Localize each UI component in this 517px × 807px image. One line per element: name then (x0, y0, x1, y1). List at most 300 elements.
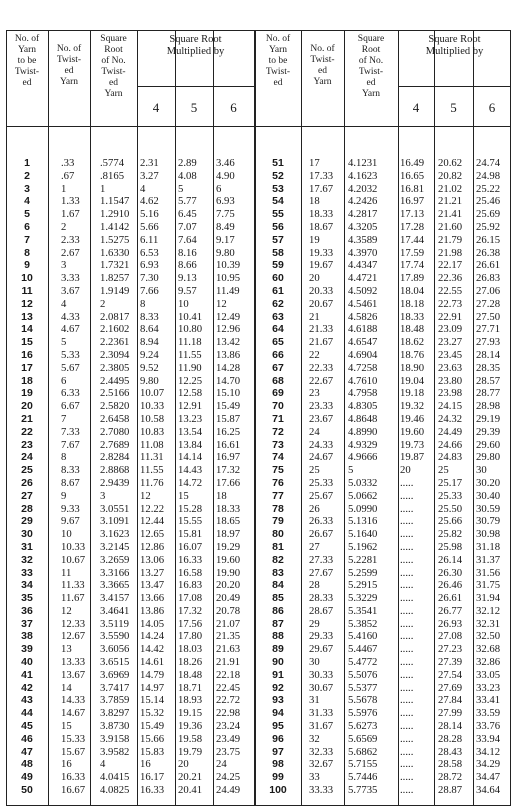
table-cell: 22.55 (438, 284, 463, 297)
table-cell: 26.61 (476, 259, 501, 272)
table-cell: 20 (400, 464, 411, 477)
table-cell: 14 (21, 323, 33, 336)
table-cell: 6 (24, 220, 30, 233)
table-cell: 24.67 (309, 451, 334, 464)
table-cell: 27.67 (309, 566, 334, 579)
table-cell: 22.45 (216, 681, 241, 694)
table-cell: 20.20 (216, 579, 241, 592)
table-cell: 31.33 (309, 707, 334, 720)
table-cell: 8.33 (61, 464, 80, 477)
table-cell: 18.26 (178, 656, 203, 669)
table-cell: 19.58 (178, 732, 203, 745)
table-cell: 86 (272, 604, 284, 617)
table-cell: 14.14 (178, 451, 203, 464)
table-cell: ..... (400, 502, 414, 515)
table-cell: 11.76 (140, 476, 164, 489)
table-cell: 61 (272, 284, 284, 297)
table-cell: 38 (21, 630, 33, 643)
table-cell: 4 (140, 182, 146, 195)
table-cell: 14.72 (178, 476, 203, 489)
table-cell: 1.6330 (100, 246, 130, 259)
table-cell: 30.40 (476, 489, 501, 502)
table-cell: 21.98 (438, 246, 463, 259)
table-cell: 24.83 (438, 451, 463, 464)
table-cell: 24.66 (438, 438, 463, 451)
table-cell: 52 (272, 169, 284, 182)
table-cell: 27.06 (476, 284, 501, 297)
table-cell: 99 (272, 771, 284, 784)
table-cell: 5.33 (61, 348, 80, 361)
table-cell: 12.86 (140, 540, 165, 553)
table-cell: 4 (24, 195, 30, 208)
table-cell: 5.7155 (348, 758, 378, 771)
table-cell: 19.73 (400, 438, 425, 451)
table-cell: 11.33 (61, 579, 85, 592)
table-cell: 23.49 (216, 732, 241, 745)
table-cell: 78 (272, 502, 284, 515)
column-rule (175, 30, 176, 806)
table-cell: 2.4495 (100, 374, 130, 387)
table-cell: 31.18 (476, 540, 501, 553)
multiplier-header-rule (398, 86, 511, 87)
table-cell: 84 (272, 579, 284, 592)
table-cell: 9.17 (216, 233, 235, 246)
table-cell: 19.46 (400, 412, 425, 425)
table-cell: 26.30 (438, 566, 463, 579)
table-cell: 3.6056 (100, 643, 130, 656)
header-multiplier-6: 6 (488, 100, 496, 115)
table-cell: 24.15 (438, 400, 463, 413)
table-cell: 6.53 (140, 246, 159, 259)
table-cell: 15.83 (140, 745, 165, 758)
table-cell: 24 (216, 758, 227, 771)
table-cell: 20.78 (216, 604, 241, 617)
table-cell: 5.7735 (348, 784, 378, 797)
table-cell: 18.67 (309, 220, 334, 233)
table-cell: 33.33 (309, 784, 334, 797)
table-cell: 21.60 (438, 220, 463, 233)
table-cell: 4 (61, 297, 67, 310)
table-cell: 4.3589 (348, 233, 378, 246)
table-cell: 12.49 (216, 310, 241, 323)
table-cell: 29.67 (309, 643, 334, 656)
table-cell: 20.82 (438, 169, 463, 182)
table-cell: 30.20 (476, 476, 501, 489)
table-cell: 20.67 (309, 297, 334, 310)
table-cell: 4.2817 (348, 208, 378, 221)
table-cell: 18.97 (216, 528, 241, 541)
table-cell: 5.3852 (348, 617, 378, 630)
table-cell: 9 (61, 489, 67, 502)
table-cell: 15.28 (178, 502, 203, 515)
table-cell: 3.4157 (100, 592, 130, 605)
table-cell: 83 (272, 566, 284, 579)
table-cell: 18.90 (400, 361, 425, 374)
table-cell: 10.80 (178, 323, 203, 336)
table-cell: 27.84 (438, 694, 463, 707)
table-cell: 2.3094 (100, 348, 130, 361)
table-cell: 18.03 (178, 643, 203, 656)
table-cell: 23.80 (438, 374, 463, 387)
table-cell: 23.27 (438, 336, 463, 349)
table-cell: 10.83 (140, 425, 165, 438)
table-cell: 19.33 (309, 246, 334, 259)
table-cell: 87 (272, 617, 284, 630)
table-cell: 69 (272, 387, 284, 400)
column-rule (398, 30, 399, 806)
table-cell: 31.56 (476, 566, 501, 579)
table-cell: 5.5076 (348, 668, 378, 681)
table-cell: 29 (309, 617, 320, 630)
table-cell: 25 (438, 464, 449, 477)
table-cell: 13.47 (140, 579, 165, 592)
table-cell: 6 (216, 182, 222, 195)
table-cell: 19.67 (309, 259, 334, 272)
table-cell: ..... (400, 489, 414, 502)
table-cell: 1 (24, 157, 30, 169)
table-cell: 33.59 (476, 707, 501, 720)
table-cell: 25 (309, 464, 320, 477)
table-cell: 4.2032 (348, 182, 378, 195)
table-cell: 33.05 (476, 668, 501, 681)
table-cell: 91 (272, 668, 284, 681)
table-cell: 16.33 (140, 784, 165, 797)
table-cell: 27 (309, 540, 320, 553)
table-cell: ..... (400, 553, 414, 566)
table-cell: 18.65 (216, 515, 241, 528)
table-cell: 16.83 (178, 579, 203, 592)
header-multiplier-5: 5 (450, 100, 457, 115)
table-cell: 16 (61, 758, 72, 771)
table-cell: 10.07 (140, 387, 165, 400)
table-cell: 100 (269, 784, 287, 797)
table-cell: 17.13 (400, 208, 425, 221)
table-cell: 2.5820 (100, 400, 130, 413)
table-cell: 3 (100, 489, 106, 502)
table-cell: 6.93 (216, 195, 235, 208)
table-cell: 27.08 (438, 630, 463, 643)
table-cell: 21.35 (216, 630, 241, 643)
table-cell: 11.55 (140, 464, 164, 477)
table-cell: 15.14 (140, 694, 165, 707)
table-cell: 28.57 (476, 374, 501, 387)
column-rule (344, 30, 345, 806)
table-border-top (6, 30, 511, 31)
table-cell: 67 (272, 361, 284, 374)
table-cell: 17.56 (178, 617, 203, 630)
table-cell: 5.67 (61, 361, 80, 374)
table-cell: 82 (272, 553, 284, 566)
table-cell: 15.87 (216, 412, 241, 425)
table-cell: 4.33 (61, 310, 80, 323)
table-cell: 25.33 (309, 476, 334, 489)
table-cell: 12.96 (216, 323, 241, 336)
table-cell: 29.39 (476, 425, 501, 438)
table-cell: 28.43 (438, 745, 463, 758)
table-cell: 23 (309, 387, 320, 400)
table-cell: 27.93 (476, 336, 501, 349)
table-cell: 22.36 (438, 272, 463, 285)
table-cell: 14.05 (140, 617, 165, 630)
table-cell: ..... (400, 540, 414, 553)
table-cell: 25.46 (476, 195, 501, 208)
table-cell: ..... (400, 566, 414, 579)
table-cell: 28 (21, 502, 33, 515)
table-cell: 70 (272, 400, 284, 413)
table-cell: ..... (400, 732, 414, 745)
table-cell: 92 (272, 681, 284, 694)
table-cell: 56 (272, 220, 284, 233)
column-times-5 (178, 157, 213, 797)
table-cell: 13.66 (140, 592, 165, 605)
table-cell: 30.79 (476, 515, 501, 528)
table-cell: 2.89 (178, 157, 197, 169)
header-yarn-to-be-twisted: No. of Yarn to be Twist- ed (14, 34, 40, 88)
table-cell: 25.50 (438, 502, 463, 515)
table-cell: 15 (21, 336, 33, 349)
table-cell: 90 (272, 656, 284, 669)
table-cell: 2.1602 (100, 323, 130, 336)
table-cell: 3.1623 (100, 528, 130, 541)
table-cell: 12.25 (178, 374, 203, 387)
table-cell: 15.49 (216, 400, 241, 413)
table-cell: 9.57 (178, 284, 197, 297)
table-cell: 49 (21, 771, 33, 784)
table-cell: 13.42 (216, 336, 241, 349)
table-cell: 24.25 (216, 771, 241, 784)
table-cell: 24 (309, 425, 320, 438)
table-cell: 22.73 (438, 297, 463, 310)
table-cell: 31.94 (476, 592, 501, 605)
table-cell: 30.67 (309, 681, 334, 694)
table-cell: 4.7610 (348, 374, 378, 387)
table-cell: 13.23 (178, 412, 203, 425)
table-cell: 10.33 (140, 400, 165, 413)
column-twisted-yarn (309, 157, 344, 797)
table-cell: 17.59 (400, 246, 425, 259)
table-cell: 7.33 (61, 425, 80, 438)
table-cell: 3.1091 (100, 515, 130, 528)
table-cell: 13.67 (61, 668, 86, 681)
table-cell: 16 (21, 348, 33, 361)
table-cell: 15.81 (178, 528, 203, 541)
table-cell: 11 (61, 566, 72, 579)
table-cell: 26.61 (438, 592, 463, 605)
table-cell: 1.7321 (100, 259, 130, 272)
table-cell: 4.3970 (348, 246, 378, 259)
table-cell: 18.62 (400, 336, 425, 349)
table-cell: 21.02 (438, 182, 463, 195)
table-cell: 12.65 (140, 528, 165, 541)
table-cell: 28 (309, 579, 320, 592)
table-cell: 89 (272, 643, 284, 656)
table-cell: 3.8297 (100, 707, 130, 720)
table-cell: 5.1316 (348, 515, 378, 528)
table-cell: 10.41 (178, 310, 203, 323)
table-cell: ..... (400, 668, 414, 681)
header-square-root: Square Root of No. Twist- ed Yarn (100, 34, 127, 99)
table-cell: 22.18 (216, 668, 241, 681)
table-cell: 3 (61, 259, 67, 272)
table-cell: 25.67 (309, 489, 334, 502)
table-cell: 25.82 (438, 528, 463, 541)
table-cell: 13.27 (140, 566, 165, 579)
table-cell: 23.45 (438, 348, 463, 361)
table-cell: 22.67 (309, 374, 334, 387)
table-cell: 50 (21, 784, 33, 797)
table-cell: 8.94 (140, 336, 159, 349)
table-cell: 29.33 (309, 630, 334, 643)
table-cell: 75 (272, 464, 284, 477)
table-cell: 4.8305 (348, 400, 378, 413)
table-cell: 6.67 (61, 400, 80, 413)
table-cell: 11.55 (178, 348, 202, 361)
table-cell: .67 (61, 169, 75, 182)
table-cell: 27 (21, 489, 33, 502)
table-cell: 17.28 (400, 220, 425, 233)
table-cell: 20.41 (178, 784, 203, 797)
table-cell: 64 (272, 323, 284, 336)
table-cell: 96 (272, 732, 284, 745)
table-cell: 12 (140, 489, 151, 502)
table-cell: 93 (272, 694, 284, 707)
table-cell: 8.64 (140, 323, 159, 336)
table-cell: ..... (400, 771, 414, 784)
column-rule (213, 30, 214, 806)
table-cell: 14.70 (216, 374, 241, 387)
table-cell: 1.9149 (100, 284, 130, 297)
table-cell: 18.93 (178, 694, 203, 707)
table-cell: 22 (309, 348, 320, 361)
table-cell: 19.79 (178, 745, 203, 758)
table-cell: 3.7859 (100, 694, 130, 707)
table-cell: 4.2426 (348, 195, 378, 208)
table-cell: ..... (400, 720, 414, 733)
table-cell: 21.63 (216, 643, 241, 656)
table-cell: ..... (400, 694, 414, 707)
table-cell: 5.2599 (348, 566, 378, 579)
table-cell: 16.17 (140, 771, 165, 784)
table-cell: 26.46 (438, 579, 463, 592)
table-cell: ..... (400, 528, 414, 541)
column-times-4 (140, 157, 175, 797)
table-cell: 14.61 (140, 656, 165, 669)
table-cell: 28.72 (438, 771, 463, 784)
table-cell: 25.92 (476, 220, 501, 233)
table-cell: 13.84 (178, 438, 203, 451)
table-cell: 18 (216, 489, 227, 502)
table-cell: 5.2281 (348, 553, 378, 566)
table-cell: 7.07 (178, 220, 197, 233)
table-cell: 10.39 (216, 259, 241, 272)
table-cell: 31.37 (476, 553, 501, 566)
column-times-6 (216, 157, 254, 797)
table-cell: 24.33 (309, 438, 334, 451)
table-cell: 21.41 (438, 208, 463, 221)
table-cell: 13.86 (140, 604, 165, 617)
table-cell: 6.93 (140, 259, 159, 272)
table-cell: 20.62 (438, 157, 463, 169)
table-cell: 34.29 (476, 758, 501, 771)
table-cell: 3.27 (140, 169, 159, 182)
table-cell: 7 (61, 412, 67, 425)
table-cell: 9 (24, 259, 30, 272)
table-cell: .8165 (100, 169, 125, 182)
column-yarn-to-be-twisted (8, 157, 46, 797)
table-cell: 5.6273 (348, 720, 378, 733)
header-multiplier-6: 6 (230, 100, 237, 115)
table-cell: 2.5166 (100, 387, 130, 400)
table-cell: 4.62 (140, 195, 159, 208)
table-cell: 5.4467 (348, 643, 378, 656)
table-cell: 4.8648 (348, 412, 378, 425)
table-cell: 8 (24, 246, 30, 259)
table-cell: 14.33 (61, 694, 86, 707)
table-cell: 3.2145 (100, 540, 130, 553)
table-cell: 32.67 (309, 758, 334, 771)
table-cell: 4.5092 (348, 284, 378, 297)
table-cell: 18.33 (400, 310, 425, 323)
table-cell: 21.07 (216, 617, 241, 630)
table-cell: 16.33 (61, 771, 86, 784)
table-cell: 30 (21, 528, 33, 541)
table-cell: 25.69 (476, 208, 501, 221)
table-cell: 5.1640 (348, 528, 378, 541)
table-cell: 6 (61, 374, 67, 387)
table-cell: 27.69 (438, 681, 463, 694)
table-cell: 28.28 (438, 732, 463, 745)
table-cell: 18.33 (216, 502, 241, 515)
table-cell: 10 (21, 272, 33, 285)
table-cell: 12 (61, 604, 72, 617)
table-cell: 5 (348, 464, 354, 477)
table-cell: 3.9582 (100, 745, 130, 758)
table-cell: 21 (21, 412, 33, 425)
column-rule (48, 30, 49, 806)
table-cell: 5.7446 (348, 771, 378, 784)
table-cell: ..... (400, 745, 414, 758)
table-cell: 17.33 (309, 169, 334, 182)
table-cell: ..... (400, 758, 414, 771)
table-cell: 35 (21, 592, 33, 605)
table-cell: 5 (24, 208, 30, 221)
table-cell: 30.59 (476, 502, 501, 515)
table-border-left (6, 30, 7, 806)
table-cell: 2.3805 (100, 361, 130, 374)
table-cell: 12.33 (61, 617, 86, 630)
table-cell: 20.49 (216, 592, 241, 605)
table-cell: 39 (21, 643, 33, 656)
table-cell: 4.5461 (348, 297, 378, 310)
table-cell: 27.54 (438, 668, 463, 681)
table-cell: 19.60 (400, 425, 425, 438)
table-cell: 3.3166 (100, 566, 130, 579)
table-cell: 22.33 (309, 361, 334, 374)
table-cell: 26.67 (309, 528, 334, 541)
table-cell: 42 (21, 681, 33, 694)
table-cell: 11.18 (178, 336, 202, 349)
table-cell: ..... (400, 784, 414, 797)
table-cell: 24.74 (476, 157, 501, 169)
table-cell: 10.58 (140, 412, 165, 425)
table-cell: 54 (272, 195, 284, 208)
table-cell: .33 (61, 157, 75, 169)
table-cell: 30.98 (476, 528, 501, 541)
table-cell: 63 (272, 310, 284, 323)
table-cell: 17 (21, 361, 33, 374)
table-cell: 14.79 (140, 668, 165, 681)
table-cell: 4.0825 (100, 784, 130, 797)
